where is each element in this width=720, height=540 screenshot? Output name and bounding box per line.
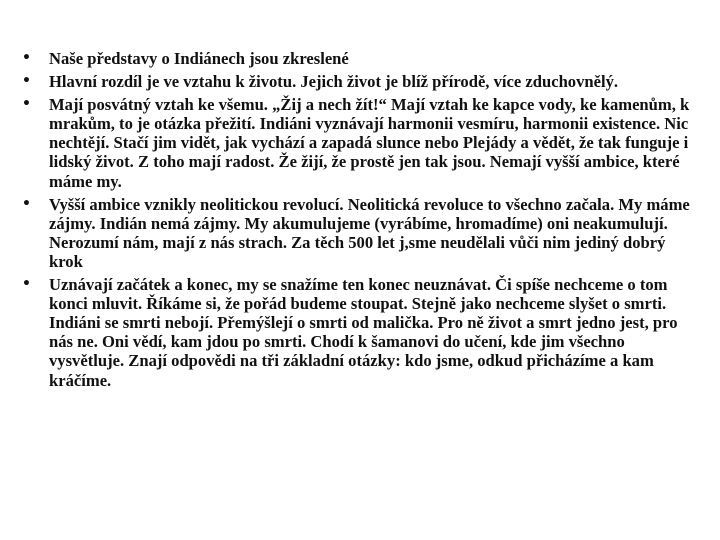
bullet-list xyxy=(22,49,702,390)
bullet-text-4: Vyšší ambice vznikly neolitickou revolucí. Neolitická revoluce to všechno začala. My máme zájmy. Indián nemá zájmy. My akumulujeme (vyrábíme, hromadíme) oni neakumulují. Nerozumí nám, mají z nás strach. Za těch 500 let j,sme neudělali vůči nim jediný dobrý krok xyxy=(49,194,690,271)
bullet-item-3 xyxy=(22,95,702,190)
bullet-item-5 xyxy=(22,275,702,390)
bullet-text-5: Uznávají začátek a konec, my se snažíme ten konec neuznávat. Či spíše nechceme o tom konci mluvit. Říkáme si, že pořád budeme stoupat. Stejně jako nechceme slyšet o smrti. Indiáni se smrti nebojí. Přemýšlejí o smrti od malička. Pro ně život a smrt jedno jest, pro nás ne. Oni vědí, kam jdou po smrti. Chodí k šamanovi do učení, kde jim všechno vysvětluje. Znají odpovědi na tři základní otázky: kdo jsme, odkud přicházíme a kam kráčíme. xyxy=(49,275,678,390)
bullet-icon: • xyxy=(22,195,31,212)
bullet-text-3: Mají posvátný vztah ke všemu. „Žij a nech žít!“ Mají vztah ke kapce vody, ke kamenům, k mrakům, to je otázka přežití. Indiáni vyznávají harmonii vesmíru, harmonii existence. Nic nechtějí. Stačí jim vidět, jak vychází a zapadá slunce nebo Plejády a vědět, že tak funguje i lidský život. Z toho mají radost. Že žijí, že prostě jen tak jsou. Nemají vyšší ambice, které máme my. xyxy=(49,95,690,191)
bullet-item-1 xyxy=(22,49,702,68)
bullet-item-4 xyxy=(22,195,702,271)
bullet-icon: • xyxy=(22,96,31,113)
bullet-text-1: Naše představy o Indiánech jsou zkreslené xyxy=(49,49,349,68)
bullet-item-2 xyxy=(22,72,702,91)
bullet-icon: • xyxy=(22,50,31,66)
bullet-text-2: Hlavní rozdíl je ve vztahu k životu. Jejich život je blíž přírodě, více zduchovnělý. xyxy=(49,72,619,92)
bullet-icon: • xyxy=(22,276,31,293)
bullet-icon: • xyxy=(22,73,31,90)
